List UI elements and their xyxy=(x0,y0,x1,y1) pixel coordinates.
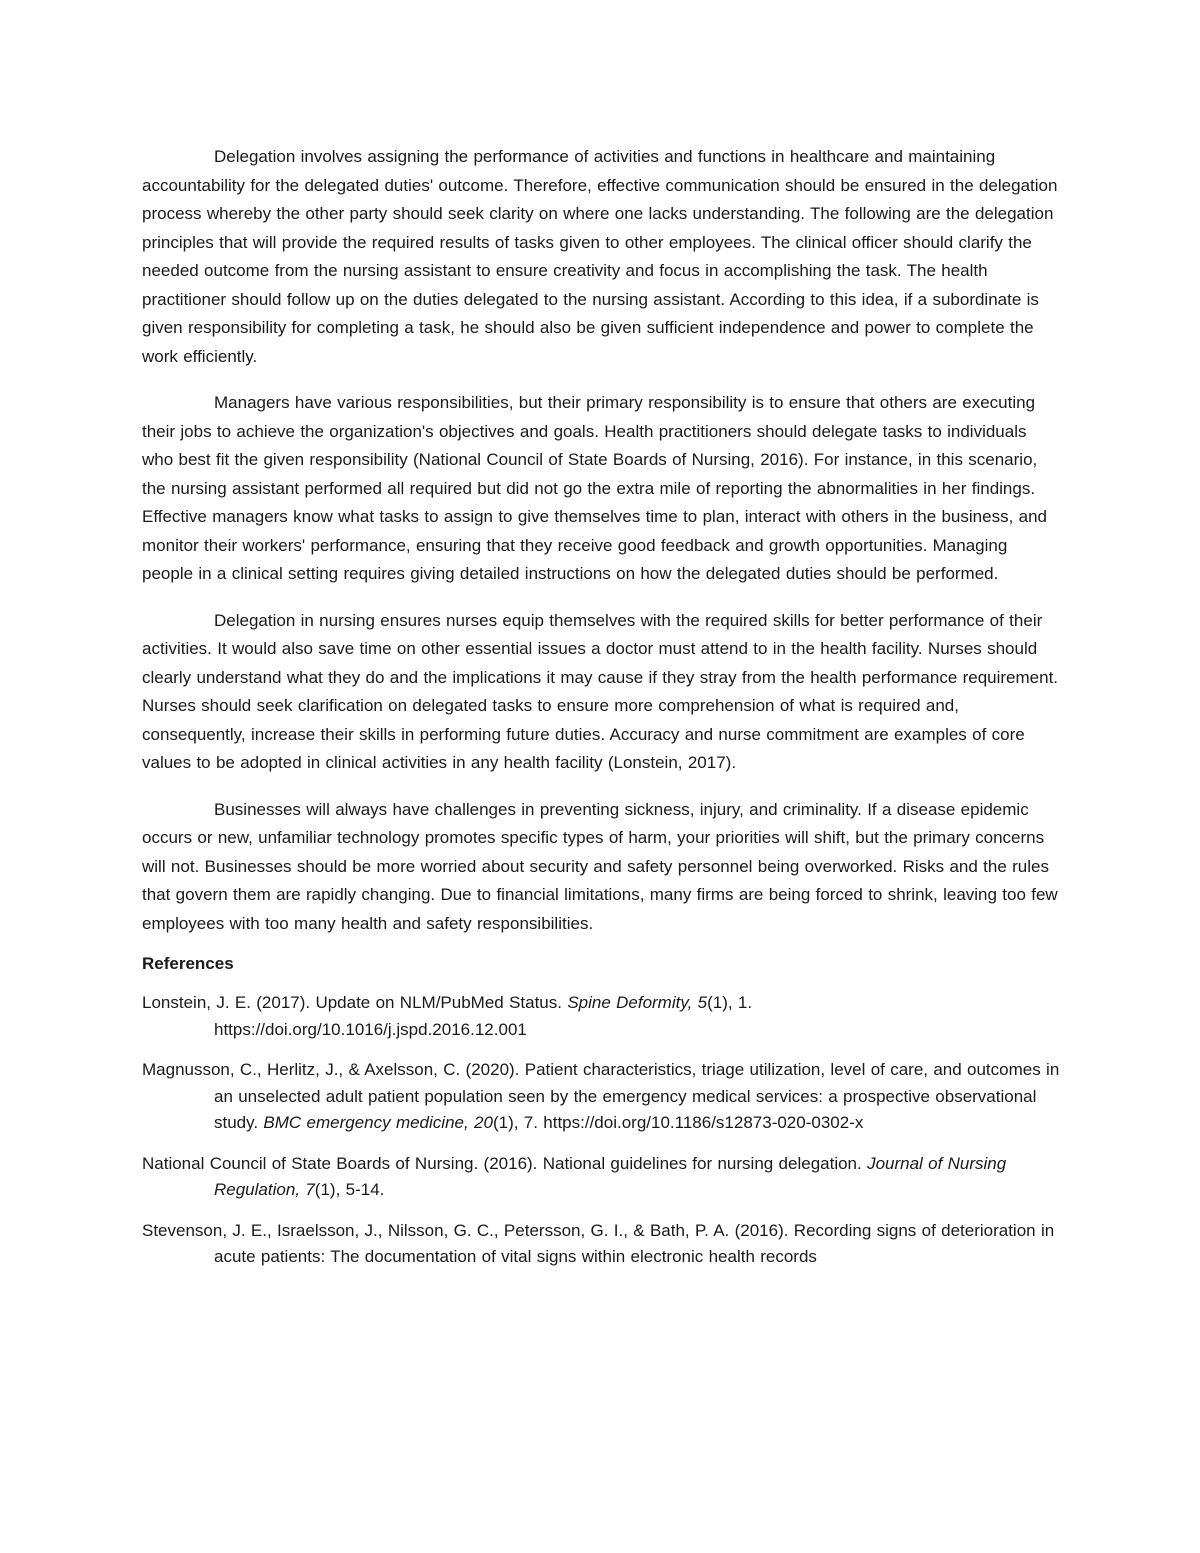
reference-volume: 5 xyxy=(697,993,708,1012)
document-page xyxy=(142,143,1060,1285)
reference-separator: , xyxy=(687,993,698,1012)
reference-journal: Journal of Nursing Regulation xyxy=(214,1153,1007,1199)
reference-journal: BMC emergency medicine xyxy=(263,1113,464,1132)
reference-entry-magnusson xyxy=(142,1057,1060,1137)
body-paragraph-2: Managers have various responsibilities, but their primary responsibility is to ensure that others are executing their jobs to achieve the organization's objectives and goals. Health practitioners should delegate tasks to individuals who best fit the given responsibility (National Council of State Boards of Nursing, 2016). For instance, in this scenario, the nursing assistant performed all required but did not go the extra mile of reporting the abnormalities in her findings. Effective managers know what tasks to assign to give themselves time to plan, interact with others in the business, and monitor their workers' performance, ensuring that they receive good feedback and growth opportunities. Managing people in a clinical setting requires giving detailed instructions on how the delegated duties should be performed. xyxy=(142,393,1047,583)
reference-entry-ncsbn xyxy=(142,1151,1060,1204)
reference-text: Stevenson, J. E., Israelsson, J., Nilsson, G. C., Petersson, G. I., & Bath, P. A. (2016). Recording signs of deterioration in acute patients: The documentation of vital signs within electronic health records xyxy=(142,1220,1055,1266)
reference-volume: 20 xyxy=(474,1113,493,1132)
reference-entry-lonstein xyxy=(142,990,1060,1043)
body-paragraph-1: Delegation involves assigning the performance of activities and functions in healthcare and maintaining accountability for the delegated duties' outcome. Therefore, effective communication should be ensured in the delegation process whereby the other party should seek clarity on where one lacks understanding. The following are the delegation principles that will provide the required results of tasks given to other employees. The clinical officer should clarify the needed outcome from the nursing assistant to ensure creativity and focus in accomplishing the task. The health practitioner should follow up on the duties delegated to the nursing assistant. According to this idea, if a subordinate is given responsibility for completing a task, he should also be given sufficient independence and power to complete the work efficiently. xyxy=(142,147,1058,366)
reference-entry-stevenson xyxy=(142,1218,1060,1271)
reference-list xyxy=(142,990,1060,1271)
reference-volume: 7 xyxy=(305,1180,315,1199)
reference-issue-doi: (1), 1. https://doi.org/10.1016/j.jspd.2016.12.001 xyxy=(214,993,753,1039)
reference-text: National Council of State Boards of Nursing. (2016). National guidelines for nursing delegation. xyxy=(142,1153,868,1173)
body-paragraph-3: Delegation in nursing ensures nurses equip themselves with the required skills for better performance of their activities. It would also save time on other essential issues a doctor must attend to in the health facility. Nurses should clearly understand what they do and the implications it may cause if they stray from the health performance requirement. Nurses should seek clarification on delegated tasks to ensure more comprehension of what is required and, consequently, increase their skills in performing future duties. Accuracy and nurse commitment are examples of core values to be adopted in clinical activities in any health facility (Lonstein, 2017). xyxy=(142,610,1059,772)
reference-issue-pages: (1), 5-14. xyxy=(314,1180,385,1199)
reference-issue-doi: (1), 7. https://doi.org/10.1186/s12873-020-0302-x xyxy=(492,1113,864,1132)
reference-separator: , xyxy=(295,1180,306,1199)
reference-text: Lonstein, J. E. (2017). Update on NLM/PubMed Status. xyxy=(142,993,568,1012)
reference-text: Magnusson, C., Herlitz, J., & Axelsson, C. (2020). Patient characteristics, triage utilization, level of care, and outcomes in an unselected adult patient population seen by the emergency medical services: a prospective observational study. xyxy=(142,1060,1060,1132)
references-heading: References xyxy=(142,954,234,973)
body-paragraph-4: Businesses will always have challenges in preventing sickness, injury, and criminality. If a disease epidemic occurs or new, unfamiliar technology promotes specific types of harm, your priorities will shift, but the primary concerns will not. Businesses should be more worried about security and safety personnel being overworked. Risks and the rules that govern them are rapidly changing. Due to financial limitations, many firms are being forced to shrink, leaving too few employees with too many health and safety responsibilities. xyxy=(142,799,1058,933)
reference-separator: , xyxy=(463,1113,475,1132)
reference-journal: Spine Deformity xyxy=(567,993,688,1012)
